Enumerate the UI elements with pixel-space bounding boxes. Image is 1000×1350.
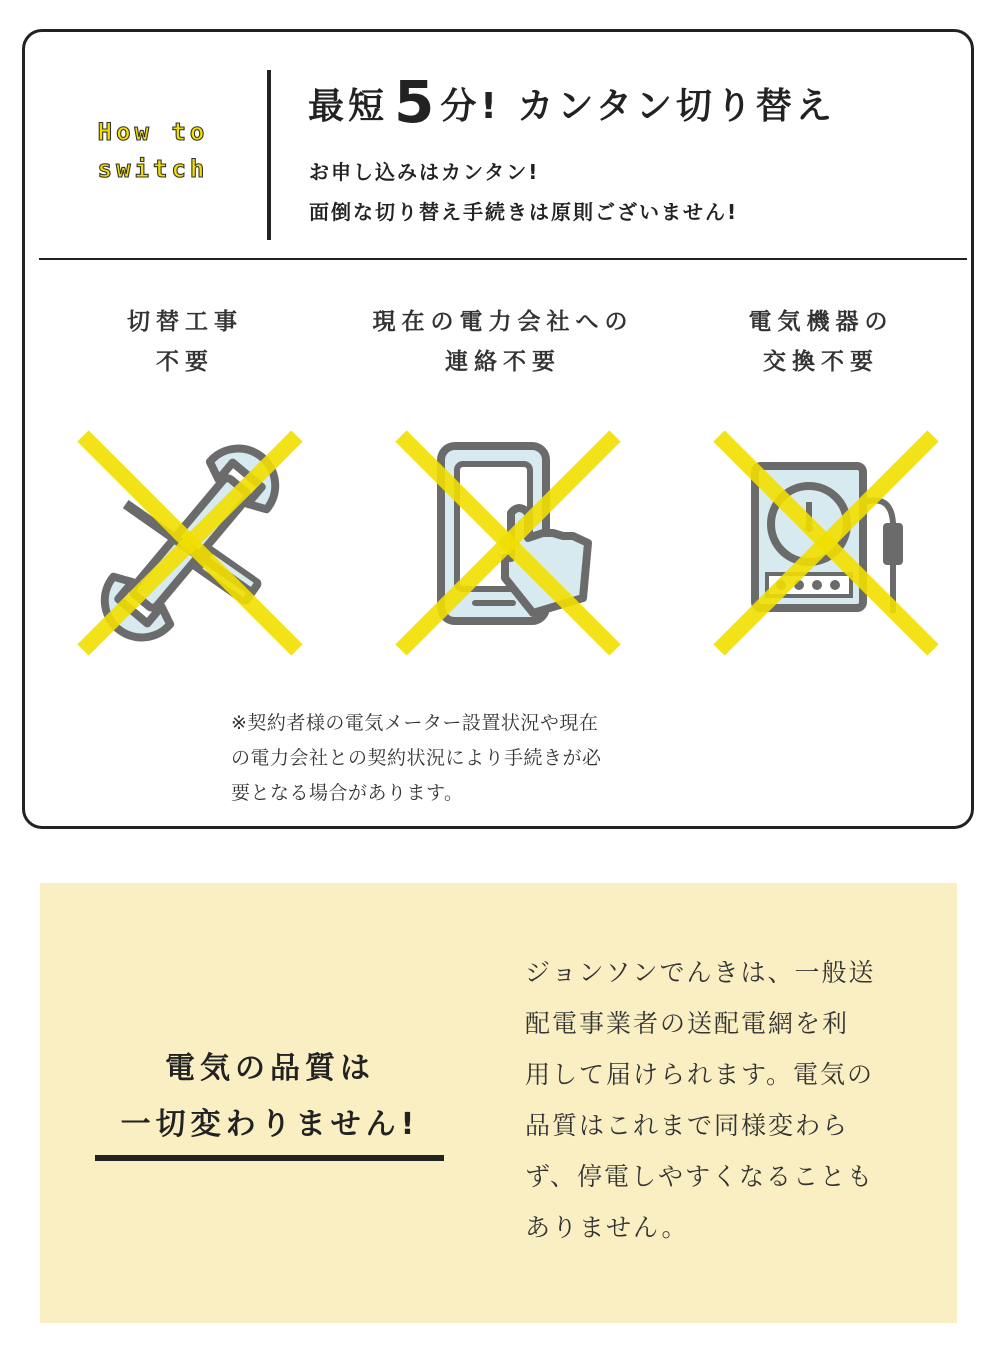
subtext-line1: お申し込みはカンタン!	[309, 160, 540, 184]
feature-title	[343, 302, 663, 382]
feature-title	[25, 302, 345, 382]
howto-line2: switch	[97, 155, 209, 183]
headline	[308, 68, 836, 137]
note-line1: ※契約者様の電気メーター設置状況や現在	[231, 712, 599, 734]
panel-body-text	[525, 947, 876, 1253]
feature-title-line1: 切替工事	[127, 309, 243, 335]
headline-before: 最短	[308, 86, 389, 127]
feature-title-line2: 不要	[156, 349, 214, 375]
panel-body-line: ありません。	[525, 1213, 689, 1242]
feature-no-appliance-change	[661, 302, 981, 382]
panel-body-line: 配電事業者の送配電網を利	[525, 1009, 850, 1038]
panel-title-line1: 電気の品質は	[165, 1051, 375, 1086]
quality-panel	[40, 883, 957, 1323]
note-line3: 要となる場合があります。	[231, 782, 464, 804]
how-to-switch-card	[22, 29, 974, 829]
note-line2: の電力会社との契約状況により手続きが必	[231, 747, 602, 769]
feature-title	[661, 302, 981, 382]
panel-body-line: 用して届けられます。電気の	[525, 1060, 875, 1089]
disclaimer-note	[231, 706, 602, 811]
feature-title-line1: 電気機器の	[748, 309, 894, 335]
appliance-icon	[711, 428, 941, 658]
headline-subtext	[309, 152, 738, 232]
headline-after: 分! カンタン切り替え	[440, 86, 836, 127]
panel-title	[96, 1041, 444, 1153]
section-divider	[39, 258, 967, 260]
headline-number: 5	[394, 68, 435, 136]
feature-title-line2: 連絡不要	[445, 349, 561, 375]
feature-no-construction	[25, 302, 345, 382]
feature-no-contact	[343, 302, 663, 382]
wrench-screwdriver-icon	[75, 428, 305, 658]
panel-body-line: 品質はこれまで同様変わら	[525, 1111, 850, 1140]
phone-tap-icon	[393, 428, 623, 658]
panel-body-line: ジョンソンでんきは、一般送	[525, 958, 876, 987]
panel-title-line2: 一切変わりません!	[120, 1107, 420, 1142]
feature-title-line1: 現在の電力会社への	[372, 309, 634, 335]
how-to-switch-label	[73, 114, 233, 188]
howto-line1: How to	[97, 118, 209, 146]
feature-title-line2: 交換不要	[763, 349, 879, 375]
header-divider	[267, 70, 271, 240]
panel-body-line: ず、停電しやすくなることも	[525, 1162, 875, 1191]
panel-title-underline	[95, 1155, 444, 1161]
subtext-line2: 面倒な切り替え手続きは原則ございません!	[309, 200, 739, 224]
